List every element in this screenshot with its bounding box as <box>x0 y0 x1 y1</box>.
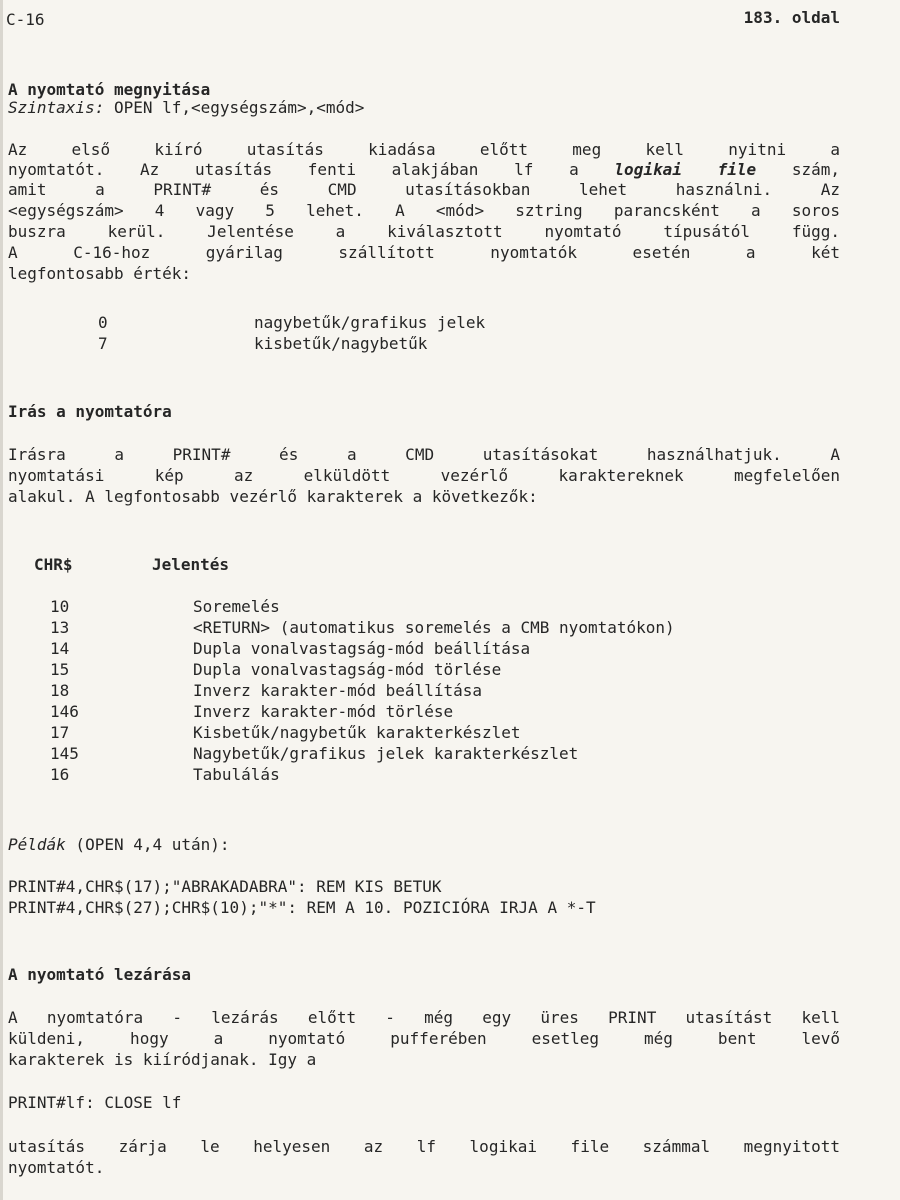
mode-label-7: kisbetűk/nagybetűk <box>254 334 428 353</box>
para1-line2-tail: szám, <box>791 160 840 179</box>
table-header-chr: CHR$ <box>34 555 73 574</box>
para1-line3: amit a PRINT# és CMD utasításokban lehet használni. Az <box>8 180 840 199</box>
para1-line2-italic: logikai file <box>614 160 757 179</box>
mode-code-7: 7 <box>98 334 108 353</box>
table-row-meaning: Kisbetűk/nagybetűk karakterkészlet <box>193 723 521 742</box>
para1-line4: <egységszám> 4 vagy 5 lehet. A <mód> sztring parancsként a soros <box>8 201 840 220</box>
para1-line2-head: nyomtatót. Az utasítás fenti alakjában lf a <box>8 160 579 179</box>
mode-code-0: 0 <box>98 313 108 332</box>
para1-line7: legfontosabb érték: <box>8 264 192 283</box>
table-row-meaning: Inverz karakter-mód törlése <box>193 702 454 721</box>
para1-line2 <box>8 160 840 180</box>
para3-line2: küldeni, hogy a nyomtató pufferében esetleg még bent levő <box>8 1029 840 1048</box>
table-row-code: 14 <box>50 639 70 658</box>
syntax-line <box>8 98 364 118</box>
table-row-meaning: Soremelés <box>193 597 280 616</box>
section-title-write: Irás a nyomtatóra <box>8 402 172 421</box>
table-row-code: 17 <box>50 723 70 742</box>
close-code-line: PRINT#lf: CLOSE lf <box>8 1093 182 1112</box>
table-row-code: 18 <box>50 681 70 700</box>
para3-line3: karakterek is kiíródjanak. Igy a <box>8 1050 317 1069</box>
page-edge-shadow <box>0 0 3 1200</box>
table-row-code: 146 <box>50 702 79 721</box>
mode-label-0: nagybetűk/grafikus jelek <box>254 313 486 332</box>
para1-line6: A C-16-hoz gyárilag szállított nyomtatók esetén a két <box>8 243 840 262</box>
page-number: 183. oldal <box>743 8 840 27</box>
table-row-meaning: Inverz karakter-mód beállítása <box>193 681 482 700</box>
examples-label: Példák <box>8 835 66 854</box>
table-row-meaning: <RETURN> (automatikus soremelés a CMB nyomtatókon) <box>193 618 675 637</box>
section-title-open: A nyomtató megnyitása <box>8 80 211 99</box>
table-row-meaning: Tabulálás <box>193 765 280 784</box>
para3-line1: A nyomtatóra - lezárás előtt - még egy üres PRINT utasítást kell <box>8 1008 840 1027</box>
table-row-code: 15 <box>50 660 70 679</box>
table-header-meaning: Jelentés <box>152 555 230 574</box>
table-row-code: 145 <box>50 744 79 763</box>
para1-line5: buszra kerül. Jelentése a kiválasztott nyomtató típusától függ. <box>8 222 840 241</box>
para2-line1: Irásra a PRINT# és a CMD utasításokat használhatjuk. A <box>8 445 840 464</box>
code-line-1: PRINT#4,CHR$(17);"ABRAKADABRA": REM KIS BETUK <box>8 877 442 896</box>
examples-line <box>8 835 230 855</box>
para2-line3: alakul. A legfontosabb vezérlő karakterek a következők: <box>8 487 538 506</box>
table-row-code: 16 <box>50 765 70 784</box>
para2-line2: nyomtatási kép az elküldött vezérlő karaktereknek megfelelően <box>8 466 840 485</box>
table-row-code: 10 <box>50 597 70 616</box>
header-left: C-16 <box>6 10 45 29</box>
section-title-close: A nyomtató lezárása <box>8 965 192 984</box>
examples-tail: (OPEN 4,4 után): <box>65 835 230 854</box>
closing-line2: nyomtatót. <box>8 1158 105 1177</box>
table-row-code: 13 <box>50 618 70 637</box>
syntax-label: Szintaxis: <box>8 98 105 117</box>
code-line-2: PRINT#4,CHR$(27);CHR$(10);"*": REM A 10. POZICIÓRA IRJA A *-T <box>8 898 596 917</box>
closing-line1: utasítás zárja le helyesen az lf logikai file számmal megnyitott <box>8 1137 840 1156</box>
table-row-meaning: Dupla vonalvastagság-mód törlése <box>193 660 502 679</box>
table-row-meaning: Dupla vonalvastagság-mód beállítása <box>193 639 531 658</box>
syntax-text: OPEN lf,<egységszám>,<mód> <box>104 98 365 117</box>
para1-line1: Az első kiíró utasítás kiadása előtt meg kell nyitni a <box>8 140 840 159</box>
table-row-meaning: Nagybetűk/grafikus jelek karakterkészlet <box>193 744 579 763</box>
